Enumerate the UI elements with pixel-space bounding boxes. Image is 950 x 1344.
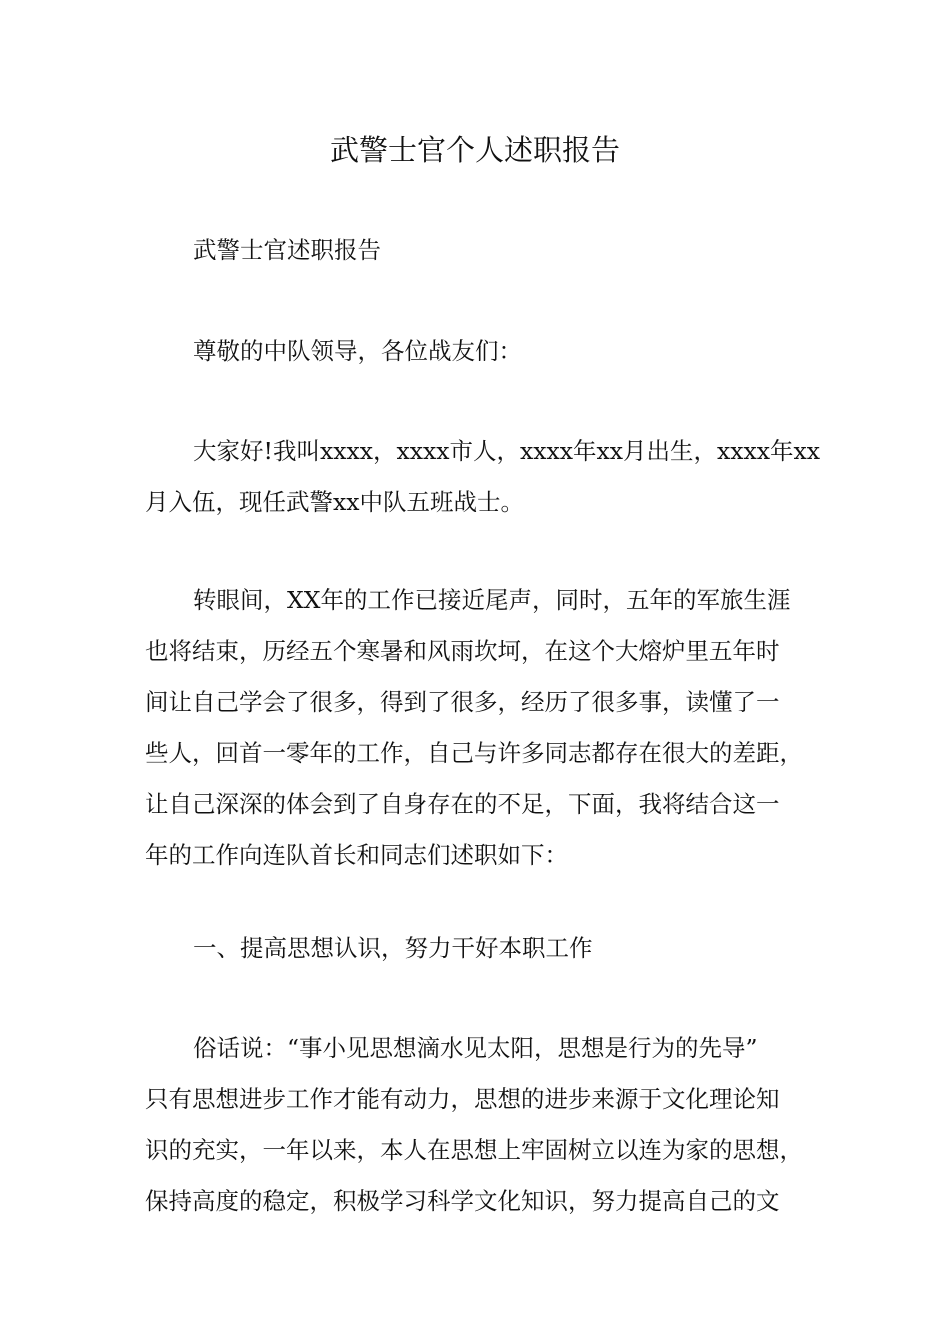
intro-paragraph bbox=[145, 426, 825, 528]
salutation: 尊敬的中队领导，各位战友们： bbox=[193, 337, 522, 365]
intro-line: 月入伍，现任武警xx中队五班战士。 bbox=[145, 488, 525, 516]
body-paragraph-2 bbox=[145, 1023, 825, 1227]
document-subtitle: 武警士官述职报告 bbox=[193, 236, 381, 264]
body1-line: 也将结束，历经五个寒暑和风雨坎坷，在这个大熔炉里五年时 bbox=[145, 637, 780, 665]
body1-line: 年的工作向连队首长和同志们述职如下： bbox=[145, 841, 568, 869]
body1-line: 些人，回首一零年的工作，自己与许多同志都存在很大的差距， bbox=[145, 739, 803, 767]
body2-line: 识的充实，一年以来，本人在思想上牢固树立以连为家的思想， bbox=[145, 1136, 803, 1164]
body1-line: 间让自己学会了很多，得到了很多，经历了很多事，读懂了一 bbox=[145, 688, 780, 716]
body-paragraph-1 bbox=[145, 575, 825, 881]
document-title: 武警士官个人述职报告 bbox=[329, 133, 620, 167]
body1-line: 让自己深深的体会到了自身存在的不足，下面，我将结合这一 bbox=[145, 790, 780, 818]
body2-line: 俗话说：“事小见思想滴水见太阳，思想是行为的先导” bbox=[193, 1034, 758, 1062]
body2-line: 只有思想进步工作才能有动力，思想的进步来源于文化理论知 bbox=[145, 1085, 780, 1113]
intro-line: 大家好!我叫xxxx，xxxx市人，xxxx年xx月出生，xxxx年xx bbox=[193, 437, 821, 465]
body1-line: 转眼间，XX年的工作已接近尾声，同时，五年的军旅生涯 bbox=[193, 586, 791, 614]
section-heading-1: 一、提高思想认识，努力干好本职工作 bbox=[193, 934, 593, 962]
body2-line: 保持高度的稳定，积极学习科学文化知识，努力提高自己的文 bbox=[145, 1187, 780, 1215]
